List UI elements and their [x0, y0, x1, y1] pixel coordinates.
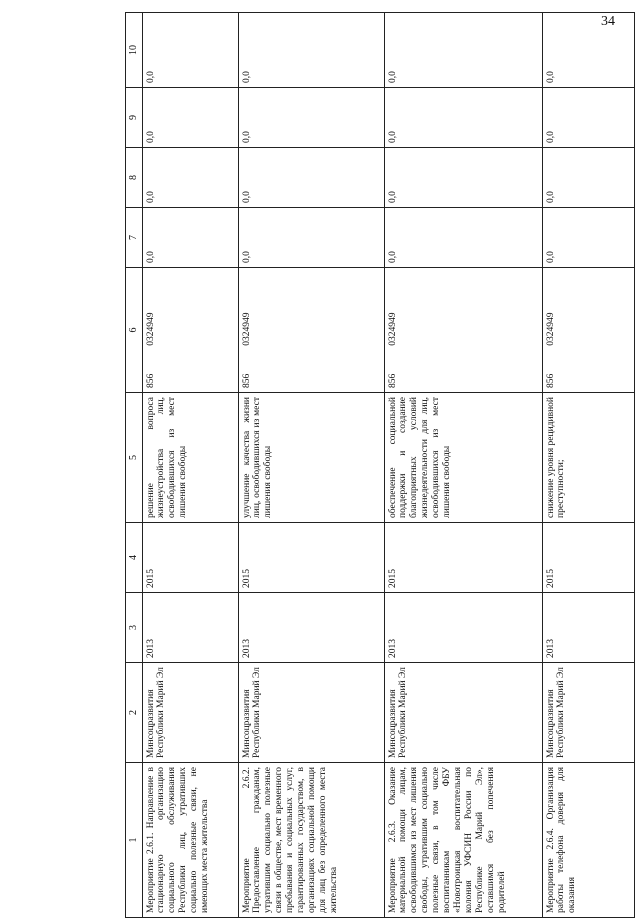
table-row: [142, 13, 238, 918]
classification-code: 0324949: [387, 312, 398, 346]
end-year-cell: 2015: [142, 523, 238, 593]
page-number: 34: [601, 14, 615, 29]
program-measures-table: [125, 12, 635, 918]
column-header: 3: [126, 593, 143, 663]
column-header: 10: [126, 13, 143, 88]
end-year-cell: 2015: [384, 523, 542, 593]
executor-cell: Минсоцразвития Республики Марий Эл: [142, 663, 238, 763]
column-header: 9: [126, 88, 143, 148]
result-cell: обеспечение социальной поддержки и создание благоприятных условий жизнедеятельности для лиц, освободившихся из мест лишения свободы: [384, 393, 542, 523]
executor-cell: Минсоцразвития Республики Марий Эл: [238, 663, 384, 763]
code-cell: [384, 268, 542, 393]
executor-cell: Минсоцразвития Республики Марий Эл: [384, 663, 542, 763]
executor-cell: Минсоцразвития Республики Марий Эл: [542, 663, 635, 763]
rotated-table-container: [125, 13, 635, 918]
start-year-cell: 2013: [142, 593, 238, 663]
end-year-cell: 2015: [542, 523, 635, 593]
value-cell: 0,0: [542, 13, 635, 88]
grbs-code: 856: [241, 373, 252, 388]
result-cell: решение вопроса жизнеустройства лиц, освободившихся из мест лишения свободы: [142, 393, 238, 523]
code-cell: [238, 268, 384, 393]
value-cell: 0,0: [142, 13, 238, 88]
value-cell: 0,0: [542, 148, 635, 208]
value-cell: 0,0: [142, 208, 238, 268]
column-header: 1: [126, 763, 143, 918]
column-header: 2: [126, 663, 143, 763]
value-cell: 0,0: [384, 148, 542, 208]
measure-cell: Мероприятие 2.6.4. Организация работы телефона доверия для оказания: [542, 763, 635, 918]
column-header: 4: [126, 523, 143, 593]
grbs-code: 856: [145, 373, 156, 388]
grbs-code: 856: [545, 373, 556, 388]
classification-code: 0324949: [545, 312, 556, 346]
code-cell: [142, 268, 238, 393]
value-cell: 0,0: [238, 208, 384, 268]
measure-cell: Мероприятие 2.6.2. Предоставление гражданам, утратившим социально полезные связи в обществе, мест временного пребывания и социальных услуг, гарантированных государством, в организациях социальной помощи для лиц без определенного места жительства: [238, 763, 384, 918]
classification-code: 0324949: [145, 312, 156, 346]
table-row: [238, 13, 384, 918]
start-year-cell: 2013: [238, 593, 384, 663]
value-cell: 0,0: [142, 88, 238, 148]
value-cell: 0,0: [238, 13, 384, 88]
table-row: [542, 13, 635, 918]
end-year-cell: 2015: [238, 523, 384, 593]
measure-cell: Мероприятие 2.6.3. Оказание материальной помощи лицам, освободившимся из мест лишения свободы, утратившим социально полезные связи, в том числе воспитанникам ФБУ «Новотроицкая воспитательная колония УФСИН России по Республике Марий Эл», оставшимся без попечения родителей: [384, 763, 542, 918]
result-cell: улучшение качества жизни лиц, освободившихся из мест лишения свободы: [238, 393, 384, 523]
column-header: 7: [126, 208, 143, 268]
start-year-cell: 2013: [542, 593, 635, 663]
column-header: 8: [126, 148, 143, 208]
table-row: [384, 13, 542, 918]
value-cell: 0,0: [384, 88, 542, 148]
result-cell: снижение уровня рецидивной преступности;: [542, 393, 635, 523]
value-cell: 0,0: [238, 148, 384, 208]
value-cell: 0,0: [238, 88, 384, 148]
table-header-row: [126, 13, 143, 918]
value-cell: 0,0: [384, 13, 542, 88]
value-cell: 0,0: [542, 88, 635, 148]
code-cell: [542, 268, 635, 393]
column-header: 5: [126, 393, 143, 523]
classification-code: 0324949: [241, 312, 252, 346]
grbs-code: 856: [387, 373, 398, 388]
value-cell: 0,0: [542, 208, 635, 268]
measure-cell: Мероприятие 2.6.1. Направление в стационарную организацию социального обслуживания Республики лиц, утративших социально полезные связи, не имеющих места жительства: [142, 763, 238, 918]
value-cell: 0,0: [384, 208, 542, 268]
column-header: 6: [126, 268, 143, 393]
start-year-cell: 2013: [384, 593, 542, 663]
value-cell: 0,0: [142, 148, 238, 208]
